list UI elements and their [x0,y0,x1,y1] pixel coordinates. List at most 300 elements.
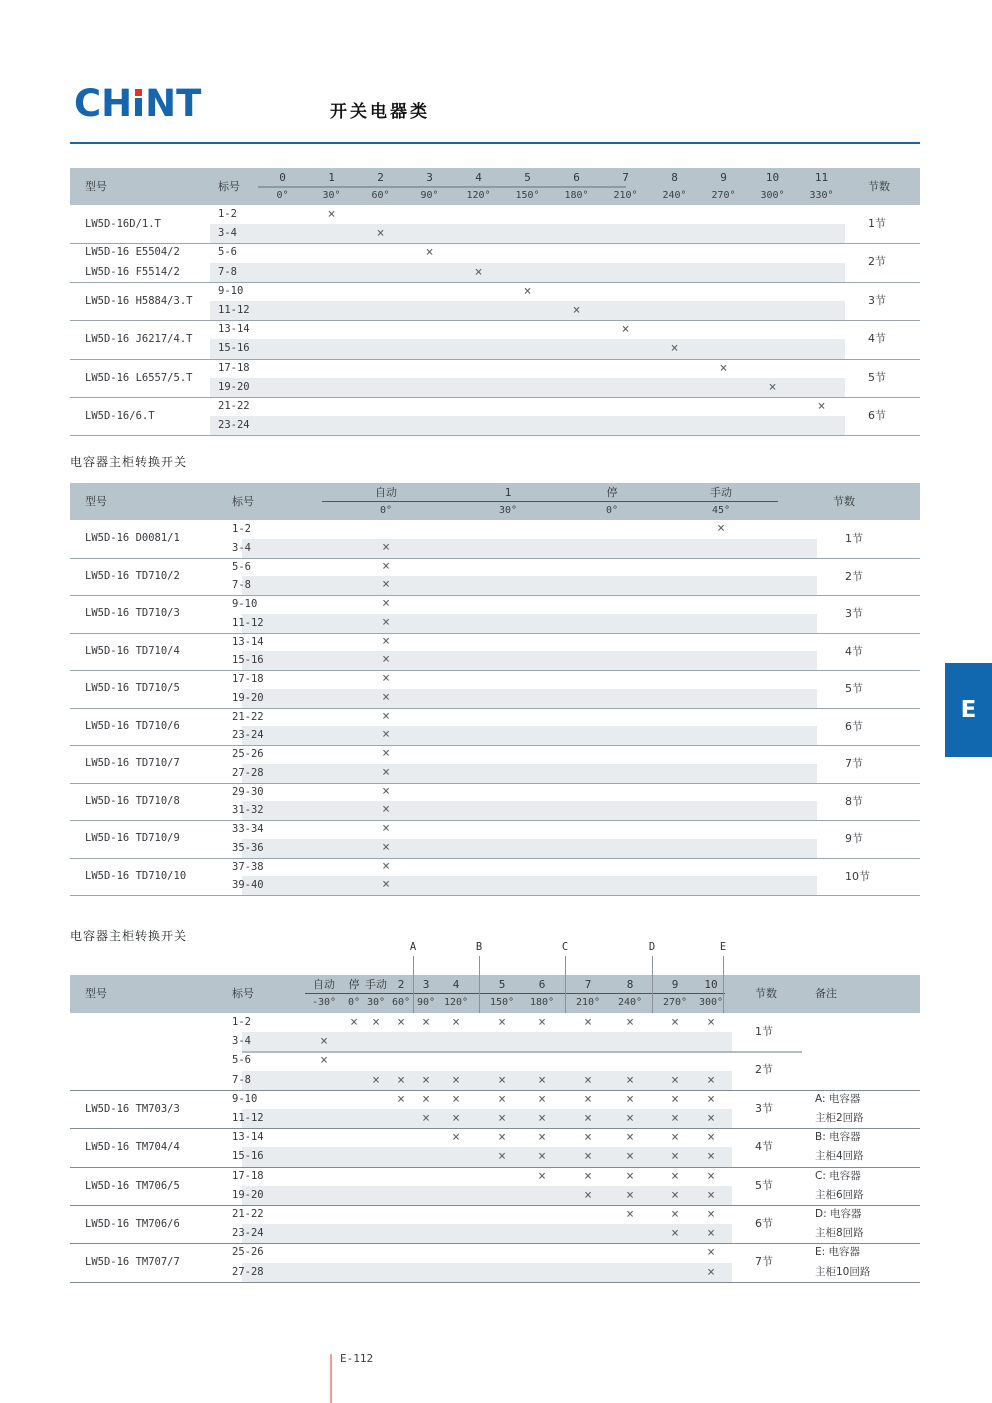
sections-cell: 5节 [755,1178,773,1192]
position-mark: × [382,652,390,668]
position-mark: × [626,1015,634,1030]
position-mark: × [717,521,725,536]
mark-cell: 3-4 [232,1035,251,1048]
section2-group-overlay [70,633,920,671]
position-mark: × [350,1015,358,1030]
position-mark: × [452,1130,460,1146]
position-mark: × [707,1111,715,1126]
position-label: 3 [422,978,430,991]
angle-label: 30° [322,190,341,201]
section2-group-overlay [70,558,920,596]
sections-cell: 9节 [845,832,863,845]
position-mark: × [626,1149,634,1165]
model-cell: LW5D-16 TD710/9 [85,832,180,844]
model-cell: LW5D-16 TD710/3 [85,607,180,619]
sections-header: 节数 [755,987,777,1000]
model-cell: LW5D-16 TD710/8 [85,794,180,807]
model-cell: LW5D-16 TD710/5 [85,682,180,694]
mark-cell: 9-10 [232,598,258,610]
remark-line: D: 电容器 [815,1208,862,1220]
position-mark: × [584,1149,592,1165]
position-mark: × [538,1130,546,1146]
position-mark: × [584,1111,592,1126]
angle-label: 45° [711,505,731,516]
position-mark: × [572,303,581,318]
position-mark: × [671,1168,679,1184]
position-mark: × [498,1111,506,1126]
position-mark: × [538,1168,546,1184]
position-label: 8 [626,978,634,991]
section1-group-overlay [70,205,920,243]
angle-label: 240° [662,190,687,201]
section3-table-header [70,975,920,1013]
mark-cell: 29-30 [232,785,264,798]
angle-label: 60° [371,190,390,201]
angle-label: 300° [760,190,785,201]
position-label: 5 [524,171,531,184]
angle-label: 90° [420,190,439,201]
mark-cell: 15-16 [218,342,250,355]
position-label: 0 [279,171,286,184]
angle-label: 210° [575,997,601,1008]
page-number: E-112 [340,1352,374,1365]
position-label: 4 [475,171,482,184]
position-label: 4 [452,978,460,991]
section1-group-overlay [70,243,920,281]
position-mark: × [707,1245,715,1261]
section2-group-overlay [70,783,920,821]
position-label: 2 [397,978,405,991]
mark-cell: 35-36 [232,841,264,854]
angle-label: 210° [613,190,638,201]
remark-line: 主柜10回路 [815,1265,871,1278]
position-mark: × [707,1187,715,1203]
angle-label: 60° [391,997,411,1008]
position-mark: × [670,341,679,357]
section2-group-divider [70,895,920,896]
position-mark: × [707,1091,715,1107]
position-mark: × [320,1034,328,1050]
position-mark: × [382,821,390,836]
mark-cell: 1-2 [232,1016,251,1028]
sections-cell: 4节 [868,332,886,346]
section2-group-overlay [70,595,920,633]
angle-label: 150° [489,997,515,1008]
mark-cell: 7-8 [218,265,237,278]
section3-title: 电容器主柜转换开关 [70,929,188,943]
page-title: 开关电器类 [330,102,430,122]
position-mark: × [584,1015,592,1030]
mark-cell: 13-14 [232,635,264,648]
mark-cell: 19-20 [232,1188,264,1201]
position-mark: × [382,596,390,611]
position-label: 1 [504,486,512,499]
position-mark: × [397,1091,405,1107]
angle-label: 270° [662,997,688,1008]
position-mark: × [538,1072,546,1088]
position-label: 7 [622,171,629,184]
sections-cell: 6节 [845,719,863,733]
position-label: 7 [584,978,592,991]
sections-cell: 5节 [845,682,863,695]
angle-label: 0° [347,997,361,1008]
position-mark: × [397,1072,405,1088]
position-mark: × [382,858,390,874]
position-mark: × [382,783,390,799]
mark-header: 标号 [232,987,254,1000]
mark-cell: 9-10 [218,284,244,297]
sections-header: 节数 [833,495,855,508]
footer-rule [330,1354,332,1403]
section3-group-overlay [70,1051,920,1089]
position-mark: × [671,1149,679,1165]
position-mark: × [671,1207,679,1222]
mark-cell: 39-40 [232,879,264,892]
position-mark: × [707,1264,715,1280]
position-mark: × [626,1168,634,1184]
angle-label: 120° [443,997,469,1008]
position-mark: × [584,1091,592,1107]
model-cell: LW5D-16 H5884/3.T [85,294,193,307]
angle-label: 30° [498,505,518,516]
section1-group-divider [70,435,920,436]
section3-group-divider [70,1282,920,1283]
position-mark: × [707,1149,715,1165]
section3-group-overlay [70,1243,920,1281]
position-mark: × [382,577,390,593]
section2-title: 电容器主柜转换开关 [70,455,188,469]
position-mark: × [671,1226,679,1242]
position-label: 9 [671,978,679,991]
remark-line: E: 电容器 [815,1246,861,1259]
position-mark: × [626,1072,634,1088]
mark-cell: 5-6 [218,246,237,259]
model-cell: LW5D-16 TD710/2 [85,569,180,582]
mark-cell: 21-22 [232,1208,264,1220]
model-cell: LW5D-16/6.T [85,410,155,422]
model-cell: LW5D-16 TM704/4 [85,1141,180,1154]
position-mark: × [382,633,390,649]
chapter-tab [945,663,992,757]
mark-cell: 37-38 [232,860,264,873]
sections-cell: 5节 [868,370,886,384]
mark-cell: 23-24 [232,729,264,742]
angle-label: 0° [605,505,619,516]
logo-i [134,89,143,116]
angle-label: 180° [529,997,555,1008]
position-mark: × [707,1015,715,1030]
position-mark: × [498,1149,506,1165]
model-cell: LW5D-16D/1.T [85,218,161,230]
mark-header: 标号 [232,495,254,508]
model-cell: LW5D-16 TM707/7 [85,1256,180,1269]
position-mark: × [425,245,434,261]
mark-cell: 23-24 [218,419,250,432]
mark-cell: 9-10 [232,1092,258,1105]
position-mark: × [671,1091,679,1107]
angle-label: 240° [617,997,643,1008]
section3-group-overlay [70,1205,920,1243]
sections-cell: 3节 [755,1101,773,1115]
model-cell: LW5D-16 TD710/4 [85,644,180,657]
model-cell: LW5D-16 TD710/6 [85,719,180,732]
position-mark: × [498,1015,506,1030]
position-mark: × [382,708,390,724]
callout-line [723,956,724,1013]
remark-header: 备注 [815,987,837,1000]
angle-label: 30° [366,997,386,1008]
position-mark: × [376,226,385,242]
position-mark: × [719,360,728,376]
position-mark: × [768,379,777,395]
mark-cell: 13-14 [218,323,250,336]
position-label: 自动 [375,486,397,499]
position-mark: × [584,1187,592,1203]
position-mark: × [422,1111,430,1126]
position-mark: × [584,1072,592,1088]
model-header: 型号 [85,495,107,508]
position-mark: × [382,558,390,574]
sections-cell: 2节 [845,569,863,583]
header-divider-line [322,501,778,502]
section2-group-overlay [70,520,920,558]
position-mark: × [671,1130,679,1146]
angle-label: 330° [809,190,834,201]
position-mark: × [372,1015,380,1030]
position-mark: × [671,1015,679,1030]
mark-cell: 27-28 [232,1265,264,1278]
section1-group-overlay [70,397,920,435]
section2-table-header [70,483,920,520]
mark-cell: 11-12 [232,616,264,629]
callout-letter: A [409,941,417,953]
mark-cell: 15-16 [232,654,264,667]
position-mark: × [382,764,390,780]
header-divider-line [258,186,626,188]
position-mark: × [382,802,390,818]
position-label: 停 [606,486,618,499]
header-rule [70,142,920,144]
model-cell: LW5D-16 E5504/2 [85,246,180,259]
sections-cell: 1节 [845,532,863,545]
callout-letter: D [648,941,656,953]
position-mark: × [452,1111,460,1126]
position-mark: × [382,614,390,630]
position-mark: × [671,1111,679,1126]
position-mark: × [320,1053,328,1069]
callout-letter: C [561,941,569,953]
mark-cell: 7-8 [232,579,251,592]
model-cell: LW5D-16 J6217/4.T [85,333,193,346]
remark-line: C: 电容器 [815,1169,861,1182]
mark-cell: 7-8 [232,1073,251,1086]
sections-cell: 4节 [755,1140,773,1154]
remark-line: 主柜8回路 [815,1227,864,1240]
mark-cell: 27-28 [232,766,264,779]
callout-line [479,956,480,1013]
position-mark: × [382,539,390,555]
angle-label: 270° [711,190,736,201]
angle-label: 0° [379,505,393,516]
logo-text-right: NT [145,82,202,125]
position-label: 2 [377,171,384,184]
position-label: 10 [765,171,780,184]
section2-group-overlay [70,858,920,896]
logo-i-bar [135,98,142,116]
sections-cell: 4节 [845,644,863,658]
position-label: 1 [328,171,335,184]
position-mark: × [538,1149,546,1165]
position-mark: × [707,1207,715,1222]
mark-cell: 15-16 [232,1150,264,1163]
position-label: 手动 [710,486,732,499]
sections-cell: 1节 [868,217,886,230]
mark-cell: 25-26 [232,748,264,760]
angle-label: 90° [416,997,436,1008]
position-mark: × [474,264,483,280]
sections-cell: 1节 [755,1025,773,1038]
mark-cell: 5-6 [232,1054,251,1067]
section1-group-overlay [70,359,920,397]
position-mark: × [707,1130,715,1146]
header-divider-line [305,993,725,994]
chapter-tab-label: E [960,697,977,723]
model-cell: LW5D-16 TM703/3 [85,1102,180,1115]
model-cell: LW5D-16 D0081/1 [85,532,180,544]
position-mark: × [452,1091,460,1107]
mark-cell: 13-14 [232,1131,264,1144]
sections-cell: 3节 [868,293,886,307]
position-label: 10 [704,978,718,991]
position-mark: × [382,877,390,893]
mark-cell: 5-6 [232,560,251,573]
position-mark: × [372,1072,380,1088]
sections-header: 节数 [868,180,890,193]
sections-cell: 7节 [845,757,863,770]
position-mark: × [382,746,390,761]
model-cell: LW5D-16 TD710/7 [85,757,180,769]
section1-group-overlay [70,282,920,320]
remark-line: 主柜2回路 [815,1111,864,1124]
position-mark: × [626,1187,634,1203]
position-mark: × [626,1111,634,1126]
callout-line [652,956,653,1013]
position-mark: × [422,1072,430,1088]
logo-text-left: CH [74,82,133,125]
section3-group-overlay [70,1013,920,1051]
model-cell: LW5D-16 TM706/5 [85,1179,180,1192]
remark-line: 主柜6回路 [815,1188,864,1201]
mark-cell: 11-12 [232,1112,264,1124]
position-label: 11 [814,171,829,184]
position-mark: × [382,689,390,705]
mark-cell: 3-4 [218,227,237,240]
remark-line: A: 电容器 [815,1092,861,1105]
position-mark: × [452,1072,460,1088]
sections-cell: 8节 [845,794,863,808]
mark-header: 标号 [218,180,240,193]
position-label: 9 [720,171,727,184]
section2-group-overlay [70,820,920,858]
sections-cell: 2节 [868,255,886,269]
angle-label: -30° [311,997,337,1008]
section2-group-overlay [70,745,920,783]
remark-line: B: 电容器 [815,1131,861,1144]
mark-cell: 17-18 [232,1169,264,1182]
position-label: 手动 [365,978,387,991]
mark-cell: 1-2 [218,208,237,220]
logo-i-dot-icon [135,89,142,96]
position-mark: × [498,1091,506,1107]
sections-cell: 2节 [755,1063,773,1077]
angle-label: 150° [515,190,540,201]
model-cell: LW5D-16 L6557/5.T [85,371,193,384]
position-mark: × [382,839,390,855]
position-mark: × [621,322,630,338]
section3-group-overlay [70,1128,920,1166]
position-mark: × [707,1168,715,1184]
model-cell: LW5D-16 F5514/2 [85,265,180,278]
position-mark: × [538,1111,546,1126]
position-mark: × [382,727,390,743]
position-mark: × [382,671,390,686]
angle-label: 0° [276,190,289,201]
position-mark: × [707,1072,715,1088]
section2-group-overlay [70,708,920,746]
model-header: 型号 [85,180,107,193]
position-mark: × [817,399,826,414]
position-mark: × [671,1187,679,1203]
mark-cell: 21-22 [232,710,264,723]
position-mark: × [452,1015,460,1030]
sections-cell: 7节 [755,1255,773,1269]
position-label: 6 [538,978,546,991]
position-mark: × [523,283,532,299]
sections-cell: 6节 [868,409,886,422]
callout-line [565,956,566,1013]
section2-group-overlay [70,670,920,708]
section1-table-header [70,168,920,205]
position-label: 自动 [313,978,335,991]
remark-line: 主柜4回路 [815,1150,864,1163]
mark-cell: 3-4 [232,541,251,554]
mark-cell: 23-24 [232,1227,264,1240]
mark-cell: 1-2 [232,523,251,535]
callout-letter: E [719,941,727,953]
section3-group-overlay [70,1090,920,1128]
position-label: 3 [426,171,433,184]
position-mark: × [422,1091,430,1107]
mark-cell: 11-12 [218,304,250,316]
sections-cell: 6节 [755,1217,773,1230]
position-mark: × [584,1168,592,1184]
position-mark: × [538,1015,546,1030]
position-mark: × [626,1207,634,1222]
angle-label: 300° [698,997,724,1008]
position-mark: × [397,1015,405,1030]
mark-cell: 19-20 [218,380,250,393]
position-label: 停 [348,978,360,991]
position-mark: × [707,1226,715,1242]
angle-label: 120° [466,190,491,201]
chint-logo [74,84,201,124]
callout-line [413,956,414,1013]
sections-cell: 10节 [845,869,870,883]
position-mark: × [422,1015,430,1030]
position-mark: × [626,1091,634,1107]
section1-group-overlay [70,320,920,358]
mark-cell: 17-18 [232,673,264,685]
